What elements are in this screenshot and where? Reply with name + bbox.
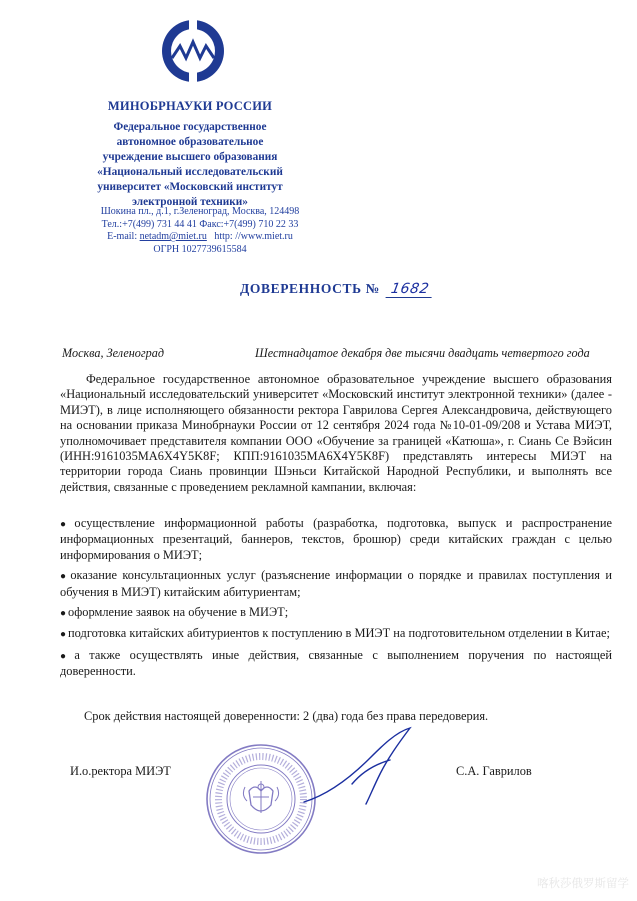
- list-item: [60, 626, 612, 642]
- list-item-text: а также осуществлять иные действия, связанные с выполнением поручения по настоящей доверенности.: [60, 647, 612, 679]
- document-number: 1682: [385, 281, 434, 298]
- list-item: [60, 568, 612, 600]
- bullet-icon: ●: [60, 608, 67, 620]
- bullet-icon: ●: [60, 571, 69, 583]
- title-text: ДОВЕРЕННОСТЬ №: [240, 281, 380, 296]
- org-line: «Национальный исследовательский: [97, 166, 283, 178]
- place: Москва, Зеленоград: [62, 346, 164, 360]
- authorized-actions-list: [60, 516, 612, 685]
- ministry-name: МИНОБРНАУКИ РОССИИ: [107, 99, 273, 113]
- address: Шокина пл., д.1, г.Зеленоград, Москва, 124498: [100, 206, 300, 217]
- org-line: электронной техники»: [132, 196, 248, 208]
- bullet-icon: ●: [60, 629, 67, 641]
- miet-logo-icon: [160, 18, 226, 84]
- list-item-text: осуществление информационной работы (разработка, подготовка, выпуск и распространение информационных презентаций, баннеров, текстов, брошюр) среди китайских граждан с целью информирования о МИЭТ;: [60, 516, 612, 562]
- organization-name: [50, 120, 330, 210]
- list-item: [60, 648, 612, 680]
- bullet-icon: ●: [60, 650, 73, 662]
- phone-fax: Тел.:+7(499) 731 44 41 Факс:+7(499) 710 22 33: [101, 218, 299, 230]
- date: Шестнадцатое декабря две тысячи двадцать четвертого года: [255, 346, 590, 360]
- email-link[interactable]: netadm@miet.ru: [139, 231, 207, 242]
- email-web-line: [50, 231, 350, 244]
- validity-statement: Срок действия настоящей доверенности: 2 (два) года без права передоверия.: [84, 709, 489, 723]
- org-line: учреждение высшего образования: [102, 151, 278, 163]
- list-item-text: оформление заявок на обучение в МИЭТ;: [68, 605, 289, 620]
- org-line: Федеральное государственное: [113, 121, 267, 133]
- website-link[interactable]: http: //www.miet.ru: [214, 231, 293, 242]
- email-label: E-mail:: [107, 231, 140, 242]
- contacts-block: [50, 206, 350, 256]
- ogrn: ОГРН 1027739615584: [153, 243, 247, 255]
- list-item: [60, 516, 612, 563]
- document-title: [240, 281, 433, 298]
- list-item-text: оказание консультационных услуг (разъяснение информации о порядке и правилах поступления и обучения в МИЭТ) китайским абитуриентам;: [60, 568, 613, 599]
- list-item: [60, 605, 612, 621]
- org-line: автономное образовательное: [116, 136, 264, 148]
- main-paragraph: Федеральное государственное автономное образовательное учреждение высшего образования «Национальный исследовательский университет «Московский институт электронной техники» (далее - МИЭТ), в лице исполняющего обязанности ректора Гаврилова Сергея Александровича, действующего на основании приказа Минобрнауки России от 12 сентября 2024 года №10-01-09/208 и Устава МИЭТ, уполномочивает представителя компании ООО «Обучение за границей «Катюша», г. Сиань Се Вэйсин (ИНН:9161035MA6X4Y5K8F; КПП:9161035MA6X4Y5K8F) представлять интересы МИЭТ на территории города Сиань провинции Шэньси Китайской Народной Республики, и выполнять все действия, связанные с проведением рекламной кампании, включая:: [60, 372, 612, 494]
- handwritten-signature-icon: [300, 724, 420, 810]
- signatory-role: И.о.ректора МИЭТ: [70, 764, 171, 778]
- org-line: университет «Московский институт: [97, 181, 283, 193]
- list-item-text: подготовка китайских абитуриентов к поступлению в МИЭТ на подготовительном отделении в Китае;: [68, 626, 610, 641]
- bullet-icon: ●: [60, 519, 73, 530]
- signatory-name: С.А. Гаврилов: [456, 764, 532, 778]
- watermark: 喀秋莎俄罗斯留学: [537, 876, 629, 890]
